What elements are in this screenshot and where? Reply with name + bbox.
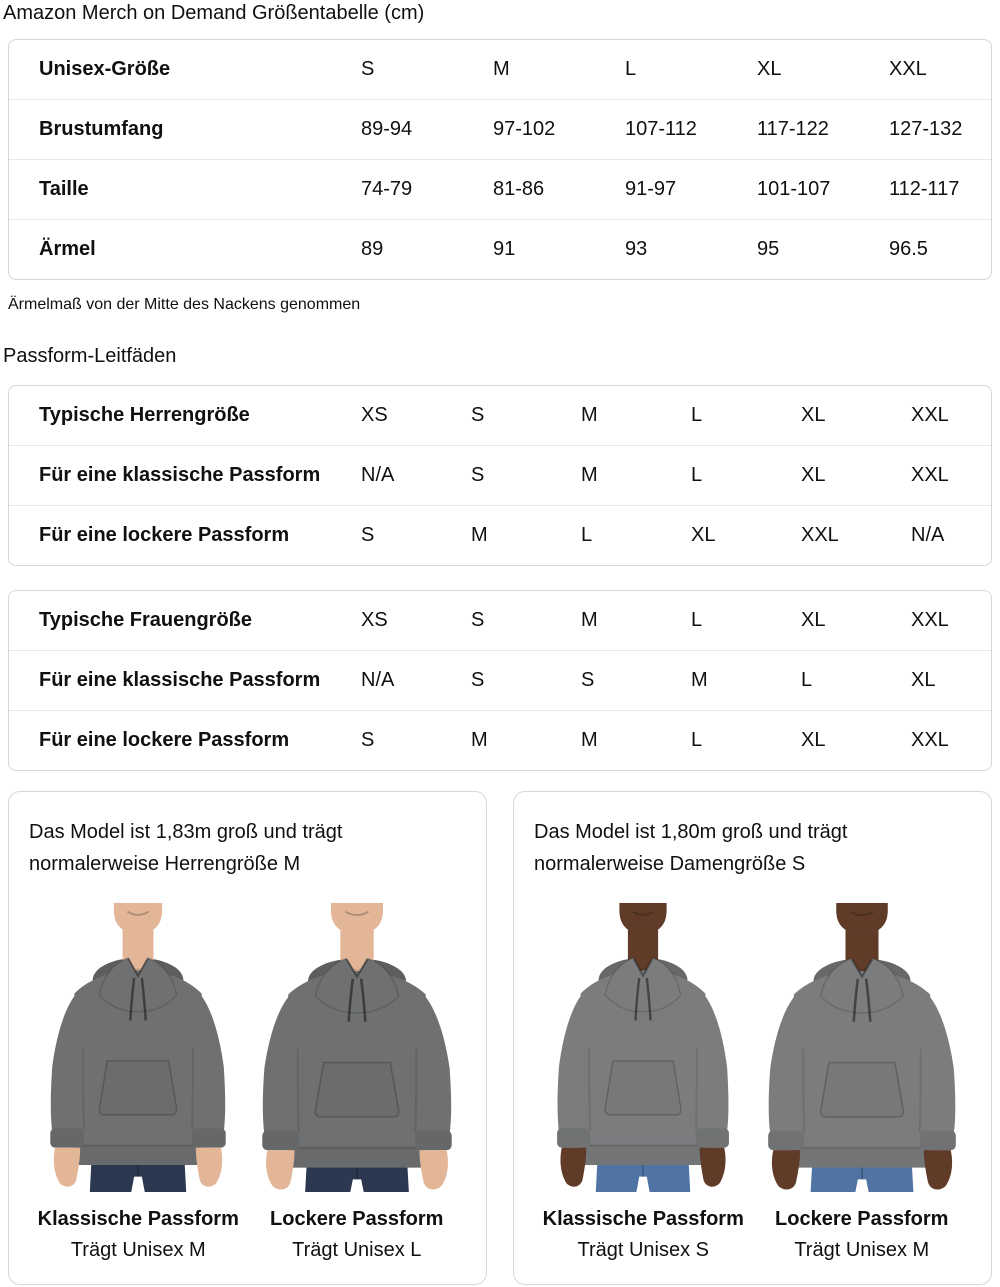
size-col-header: XXL — [889, 58, 927, 80]
size-value-cell: M — [471, 729, 488, 751]
size-value-cell: S — [361, 729, 375, 751]
size-value-cell: M — [471, 524, 488, 546]
size-value-cell: 96.5 — [889, 238, 928, 260]
size-value-cell: L — [691, 464, 703, 486]
model-photo-men-classic — [32, 892, 244, 1192]
row-label: Ärmel — [39, 238, 96, 260]
size-value-cell: S — [581, 669, 595, 691]
row-label: Typische Frauengröße — [39, 609, 253, 631]
table-row — [9, 159, 991, 219]
worn-size: Trägt Unisex M — [70, 1239, 206, 1261]
size-value-cell: 112-117 — [889, 178, 960, 200]
size-value-cell: N/A — [361, 669, 395, 691]
figures-row — [534, 892, 971, 1262]
model-figure-classic — [29, 892, 248, 1262]
size-value-cell: M — [581, 729, 598, 751]
size-value-cell: 74-79 — [361, 178, 413, 200]
model-photo-women-classic — [537, 892, 749, 1192]
size-col-header: M — [581, 609, 598, 631]
table-row — [9, 219, 991, 279]
size-col-header: L — [691, 609, 703, 631]
fit-guides-heading: Passform-Leitfäden — [3, 345, 177, 367]
fit-name: Lockere Passform — [775, 1208, 949, 1230]
size-value-cell: XXL — [801, 524, 839, 546]
size-value-cell: N/A — [911, 524, 945, 546]
size-value-cell: L — [691, 729, 703, 751]
size-value-cell: XL — [801, 729, 826, 751]
size-value-cell: 95 — [757, 238, 780, 260]
model-card-women — [513, 791, 992, 1285]
size-col-header: XXL — [911, 609, 949, 631]
table-row — [9, 710, 991, 770]
fit-name: Klassische Passform — [542, 1208, 744, 1230]
page-title: Amazon Merch on Demand Größentabelle (cm) — [3, 2, 425, 24]
size-value-cell: L — [801, 669, 813, 691]
size-value-cell: 93 — [625, 238, 648, 260]
row-label: Taille — [39, 178, 89, 200]
sleeve-measure-note: Ärmelmaß von der Mitte des Nackens genommen — [8, 296, 361, 313]
size-value-cell: M — [581, 464, 598, 486]
size-value-cell: S — [471, 669, 485, 691]
model-figure-loose — [248, 892, 467, 1262]
size-value-cell: L — [581, 524, 593, 546]
size-col-header: S — [361, 58, 375, 80]
row-label: Für eine klassische Passform — [39, 464, 321, 486]
fit-name: Lockere Passform — [270, 1208, 444, 1230]
table-row — [9, 99, 991, 159]
size-col-header: M — [581, 404, 598, 426]
row-label: Brustumfang — [39, 118, 164, 140]
table-row — [9, 650, 991, 710]
size-col-header: L — [625, 58, 637, 80]
size-value-cell: 107-112 — [625, 118, 697, 140]
model-figure-loose — [753, 892, 972, 1262]
size-value-cell: XXL — [911, 464, 949, 486]
size-col-header: S — [471, 404, 485, 426]
size-col-header: XL — [757, 58, 782, 80]
size-value-cell: XL — [911, 669, 936, 691]
size-col-header: XS — [361, 609, 388, 631]
size-col-header: L — [691, 404, 703, 426]
size-value-cell: S — [361, 524, 375, 546]
size-value-cell: 101-107 — [757, 178, 831, 200]
size-value-cell: XL — [801, 464, 826, 486]
size-col-header: S — [471, 609, 485, 631]
table-row — [9, 445, 991, 505]
row-label: Für eine lockere Passform — [39, 524, 290, 546]
row-label: Unisex-Größe — [39, 58, 171, 80]
size-value-cell: 91-97 — [625, 178, 677, 200]
model-photo-women-loose — [756, 892, 968, 1192]
size-value-cell: XL — [691, 524, 716, 546]
size-value-cell: M — [691, 669, 708, 691]
size-value-cell: 97-102 — [493, 118, 556, 140]
size-value-cell: 117-122 — [757, 118, 829, 140]
size-col-header: XXL — [911, 404, 949, 426]
row-label: Für eine lockere Passform — [39, 729, 290, 751]
men-fit-table — [8, 385, 992, 566]
size-value-cell: S — [471, 464, 485, 486]
women-fit-table — [8, 590, 992, 771]
size-col-header: M — [493, 58, 510, 80]
worn-size: Trägt Unisex S — [577, 1239, 710, 1261]
table-header-row — [9, 40, 991, 99]
size-value-cell: N/A — [361, 464, 395, 486]
model-description: Das Model ist 1,80m groß und trägt normalerweise Damengröße S — [534, 821, 848, 875]
size-value-cell: 127-132 — [889, 118, 963, 140]
model-cards — [8, 791, 992, 1285]
table-header-row — [9, 386, 991, 445]
model-description: Das Model ist 1,83m groß und trägt normalerweise Herrengröße M — [29, 821, 343, 875]
worn-size: Trägt Unisex L — [292, 1239, 422, 1261]
table-row — [9, 505, 991, 565]
size-value-cell: 81-86 — [493, 178, 545, 200]
model-figure-classic — [534, 892, 753, 1262]
size-value-cell: 89-94 — [361, 118, 413, 140]
table-header-row — [9, 591, 991, 650]
size-col-header: XL — [801, 609, 826, 631]
model-photo-men-loose — [251, 892, 463, 1192]
row-label: Typische Herrengröße — [39, 404, 250, 426]
size-value-cell: 89 — [361, 238, 384, 260]
size-value-cell: XXL — [911, 729, 949, 751]
figures-row — [29, 892, 466, 1262]
size-col-header: XL — [801, 404, 826, 426]
fit-name: Klassische Passform — [37, 1208, 239, 1230]
model-card-men — [8, 791, 487, 1285]
worn-size: Trägt Unisex M — [794, 1239, 930, 1261]
unisex-size-table — [8, 39, 992, 280]
row-label: Für eine klassische Passform — [39, 669, 321, 691]
size-col-header: XS — [361, 404, 388, 426]
size-value-cell: 91 — [493, 238, 516, 260]
